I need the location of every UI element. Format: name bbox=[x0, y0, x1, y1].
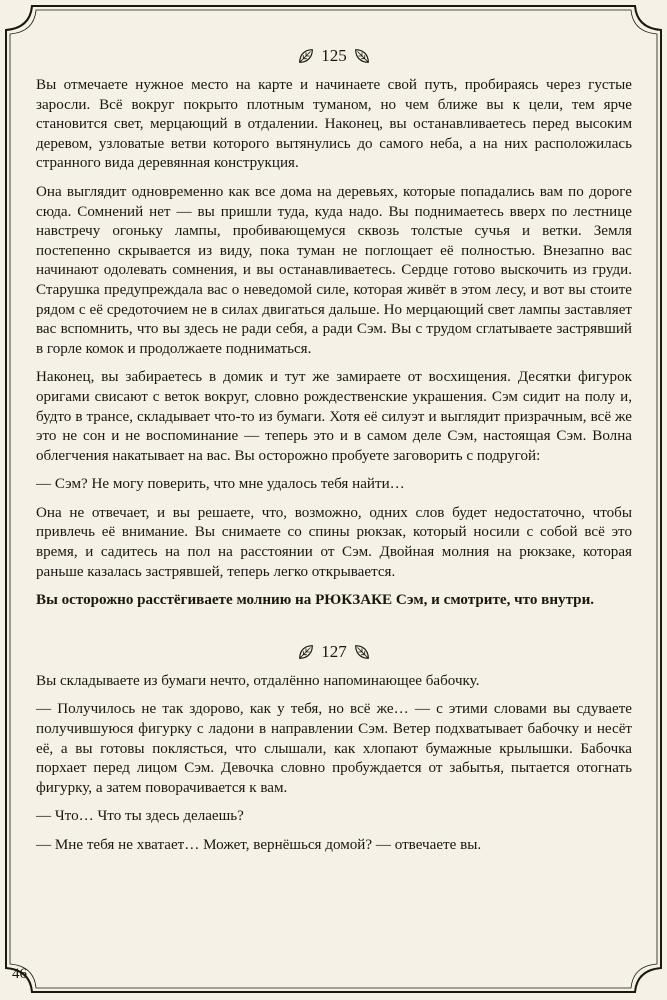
section-header-125 bbox=[36, 42, 632, 70]
paragraph: Она не отвечает, и вы решаете, что, возможно, одних слов будет недостаточно, чтобы привлечь её внимание. Вы снимаете со спины рюкзак, который носили с собой всё это время, и садитесь на пол на расстоянии от Сэм. Двойная молния на рюкзаке, которая раньше казалась застрявшей, теперь легко открывается. bbox=[36, 504, 632, 580]
section-number: 125 bbox=[321, 46, 347, 65]
paragraph: Наконец, вы забираетесь в домик и тут же замираете от восхищения. Десятки фигурок оригами свисают с веток вокруг, словно рождественские украшения. Сэм сидит на полу и, будто в трансе, складывает что-то из бумаги. Хотя её силуэт и выглядит призрачным, всё же это не сон и не воспоминание — теперь это и в самом деле Сэм, настоящая Сэм. Волна облегчения накатывает на вас. Вы осторожно пробуете заговорить с подругой: bbox=[36, 369, 632, 464]
leaf-ornament-icon bbox=[353, 643, 371, 661]
section-number: 127 bbox=[321, 641, 347, 661]
leaf-ornament-icon bbox=[297, 643, 315, 661]
page-number: 46 bbox=[12, 966, 27, 982]
dialogue-line: — Сэм? Не могу поверить, что мне удалось тебя найти… bbox=[36, 476, 405, 493]
choice-instruction: Вы осторожно расстёгиваете молнию на РЮКЗАКЕ Сэм, и смотрите, что внутри. bbox=[36, 592, 595, 609]
paragraph: Вы складываете из бумаги нечто, отдалённо напоминающее бабочку. bbox=[36, 672, 480, 689]
paragraph: Она выглядит одновременно как все дома на деревьях, которые попадались вам по дороге сюда. Сомнений нет — вы пришли туда, куда надо. Вы поднимаетесь вверх по лестнице навстречу огоньку лампы, пробивающемуся сквозь толстые сучья и ветки. Земля постепенно скрывается из виду, пока туман не поглощает её полностью. Внезапно вас начинают одолевать сомнения, и вы останавливаетесь. Сердце готово выскочить из груди. Старушка предупреждала вас о неведомой силе, которая живёт в этом лесу, и вот вы стоите рядом с её средоточием не в силах двигаться дальше. Но мерцающий свет лампы заставляет вас вспомнить, что вы здесь не ради себя, а ради Сэм. Вы с трудом сглатываете застрявший в горле комок и продолжаете подниматься. bbox=[36, 183, 632, 357]
section-header-127 bbox=[36, 638, 632, 666]
page-content bbox=[36, 42, 632, 865]
paragraph: — Получилось не так здорово, как у тебя, но всё же… — с этими словами вы сдуваете получившуюся фигурку с ладони в направлении Сэм. Ветер подхватывает бабочку и несёт её, а вы готовы поклясться, что слышали, как хлопают бумажные крылышки. Бабочка порхает перед лицом Сэм. Девочка словно пробуждается от забытья, пытается отогнать фигурку, а затем поворачивается к вам. bbox=[36, 701, 632, 796]
dialogue-line: — Мне тебя не хватает… Может, вернёшься домой? — отвечаете вы. bbox=[36, 837, 482, 853]
paragraph: Вы отмечаете нужное место на карте и начинаете свой путь, пробираясь через густые заросли. Всё вокруг покрыто плотным туманом, но чем ближе вы к цели, тем ярче становится свет, мерцающий в отдалении. Наконец, вы останавливаетесь перед высоким деревом, узловатые ветви которого вытянулись до самого неба, а на них расположилась странного вида деревянная конструкция. bbox=[36, 77, 632, 172]
dialogue-line: — Что… Что ты здесь делаешь? bbox=[36, 808, 244, 825]
leaf-ornament-icon bbox=[353, 47, 371, 65]
leaf-ornament-icon bbox=[297, 47, 315, 65]
